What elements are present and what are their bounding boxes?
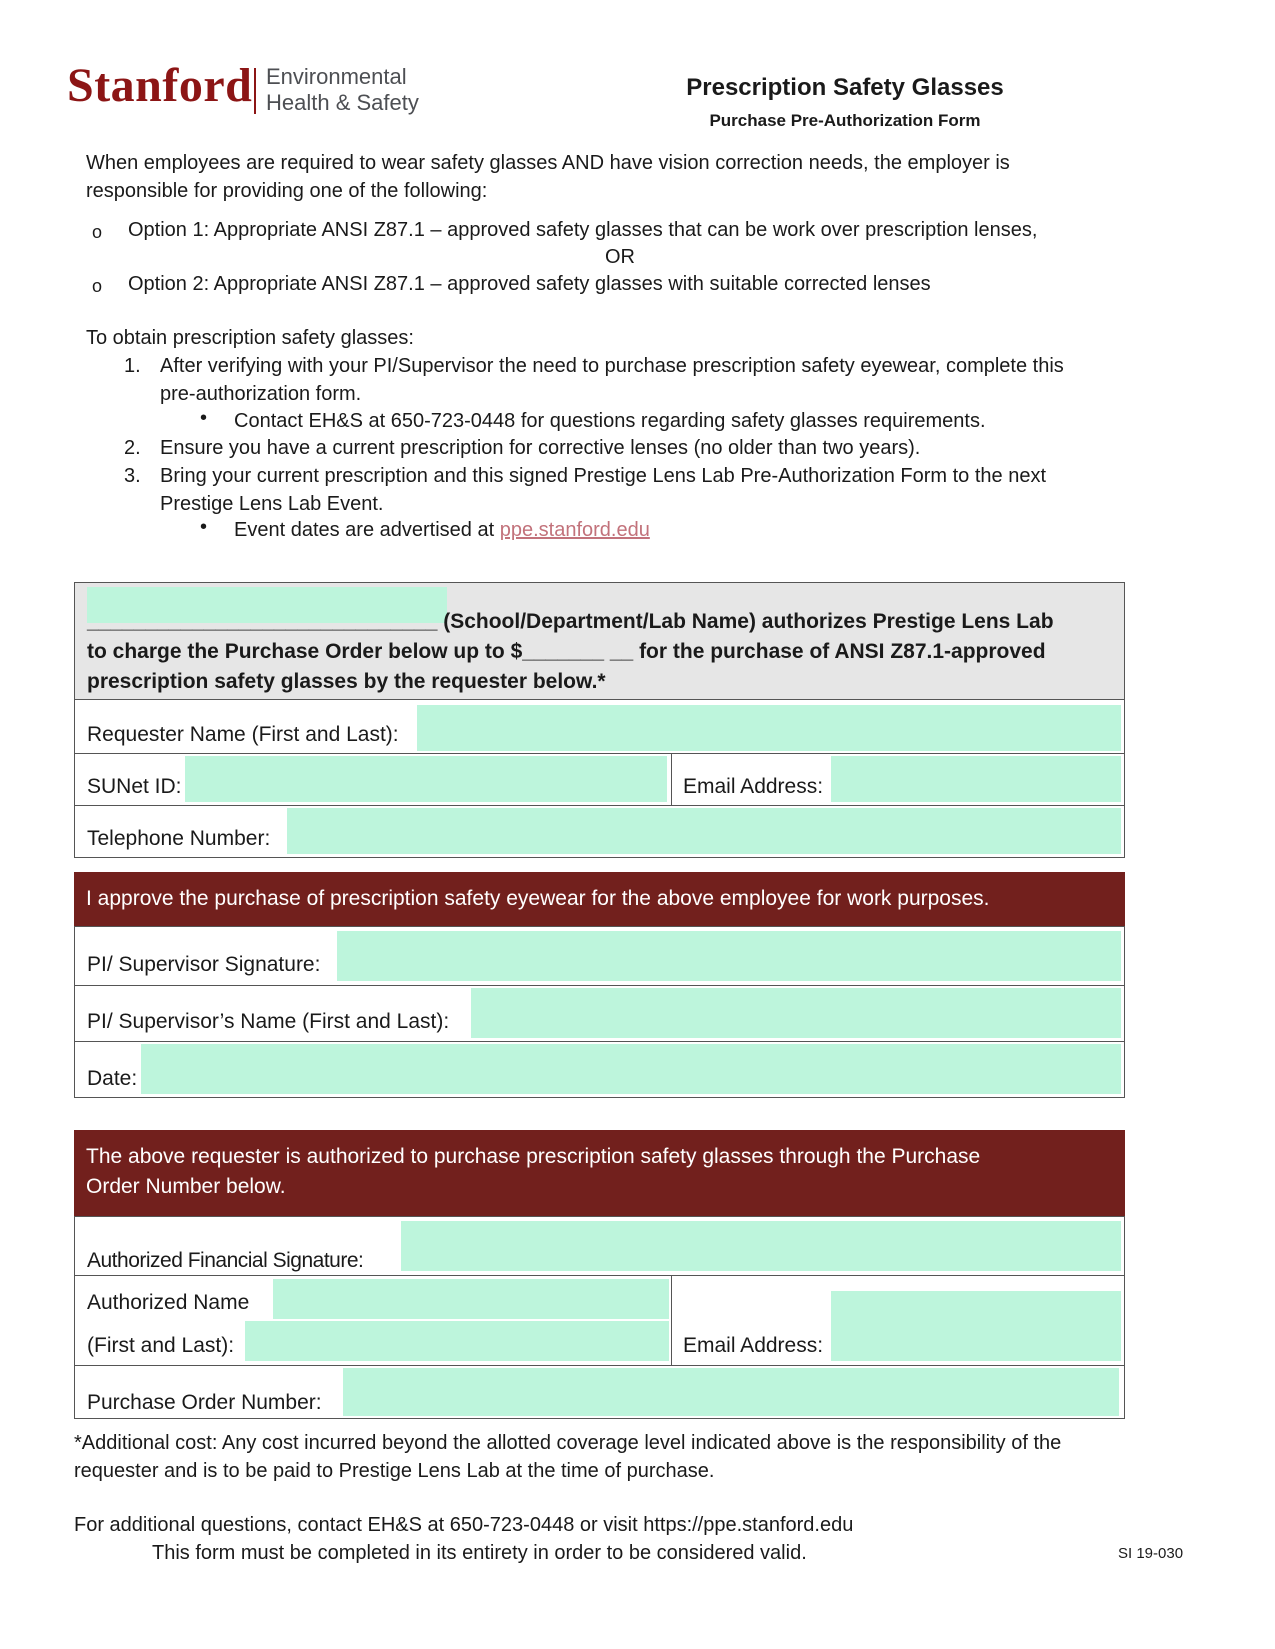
- logo-divider: [254, 68, 256, 114]
- email-label: Email Address:: [683, 775, 824, 798]
- form-code: SI 19-030: [1118, 1545, 1184, 1562]
- additional-cost-note-2: requester and is to be paid to Prestige Lens Lab at the time of purchase.: [74, 1460, 715, 1482]
- auth-line-3: prescription safety glasses by the requester below.*: [87, 670, 606, 693]
- authorized-name-field-2[interactable]: [245, 1321, 669, 1361]
- financial-email-field[interactable]: [831, 1291, 1121, 1361]
- amount-field[interactable]: $_______: [510, 640, 605, 663]
- step-1-text: After verifying with your PI/Supervisor the need to purchase prescription safety eyewear, complete this pre-authorization form.: [160, 355, 1064, 405]
- row-divider: [75, 985, 1124, 986]
- telephone-label: Telephone Number:: [87, 827, 271, 850]
- authorized-name-field-1[interactable]: [273, 1279, 669, 1319]
- form-title: Prescription Safety Glasses: [686, 74, 1004, 101]
- option-or: OR: [605, 246, 635, 268]
- steps-heading: To obtain prescription safety glasses:: [86, 327, 414, 349]
- authorized-name-label-1: Authorized Name: [87, 1291, 250, 1314]
- auth-line-2-suffix: for the purchase of ANSI Z87.1-approved: [633, 640, 1046, 663]
- auth-line-1: [87, 607, 1054, 637]
- date-field[interactable]: [141, 1044, 1121, 1094]
- row-divider: [75, 1041, 1124, 1042]
- option-2-text: Option 2: Appropriate ANSI Z87.1 – approved safety glasses with suitable corrected lenses: [128, 273, 931, 295]
- validity-note: This form must be completed in its entirety in order to be considered valid.: [152, 1542, 807, 1564]
- row-divider: [75, 699, 1124, 700]
- supervisor-box: [74, 926, 1125, 1098]
- stanford-logo-wordmark: Stanford: [67, 59, 253, 112]
- intro-paragraph: When employees are required to wear safety glasses AND have vision correction needs, the employer is responsible for providing one of the following:: [86, 152, 1010, 202]
- supervisor-signature-label: PI/ Supervisor Signature:: [87, 953, 321, 976]
- contact-line: For additional questions, contact EH&S at 650-723-0448 or visit https://ppe.stanford.edu: [74, 1514, 854, 1536]
- sunet-id-field[interactable]: [185, 756, 667, 802]
- auth-line-2-prefix: to charge the Purchase Order below up to: [87, 640, 511, 663]
- email-field[interactable]: [831, 756, 1121, 802]
- financial-banner: [74, 1130, 1125, 1216]
- department-blank: ______________________________: [87, 610, 438, 633]
- financial-signature-field[interactable]: [401, 1221, 1121, 1271]
- sub-bullet-1: •: [200, 407, 208, 429]
- logo-line-2: Health & Safety: [266, 90, 419, 115]
- row-divider: [75, 753, 1124, 754]
- authorization-statement: [75, 583, 1124, 699]
- row-divider: [75, 805, 1124, 806]
- requester-name-field[interactable]: [417, 705, 1121, 751]
- ppe-link[interactable]: ppe.stanford.edu: [499, 519, 650, 541]
- po-number-label: Purchase Order Number:: [87, 1391, 322, 1414]
- step-2-number: 2.: [124, 437, 141, 459]
- supervisor-name-label: PI/ Supervisor’s Name (First and Last):: [87, 1010, 450, 1033]
- financial-banner-line-1: The above requester is authorized to purchase prescription safety glasses through the Purchase: [86, 1145, 981, 1168]
- financial-banner-line-2: Order Number below.: [86, 1175, 286, 1198]
- date-label: Date:: [87, 1067, 138, 1090]
- step-3-number: 3.: [124, 465, 141, 487]
- additional-cost-note-1: *Additional cost: Any cost incurred beyond the allotted coverage level indicated above is the responsibility of the: [74, 1432, 1062, 1454]
- requester-box: [74, 582, 1125, 858]
- auth-line-1-text: (School/Department/Lab Name) authorizes Prestige Lens Lab: [437, 610, 1054, 633]
- po-number-field[interactable]: [343, 1368, 1119, 1416]
- column-divider: [671, 1275, 672, 1365]
- financial-signature-label: Authorized Financial Signature:: [87, 1249, 364, 1272]
- approval-banner: I approve the purchase of prescription safety eyewear for the above employee for work purposes.: [74, 872, 1125, 926]
- option-1-text: Option 1: Appropriate ANSI Z87.1 – approved safety glasses that can be work over prescription lenses,: [128, 219, 1038, 241]
- authorized-name-label-2: (First and Last):: [87, 1334, 235, 1357]
- sunet-id-label: SUNet ID:: [87, 775, 182, 798]
- option-bullet-2: o: [92, 276, 103, 296]
- financial-email-label: Email Address:: [683, 1334, 824, 1357]
- step-1-sub-text: Contact EH&S at 650-723-0448 for questions regarding safety glasses requirements.: [234, 410, 986, 432]
- amount-extra-blank: __: [604, 640, 634, 663]
- ehs-logo-text: [266, 64, 419, 116]
- auth-line-2: [87, 637, 1046, 667]
- supervisor-name-field[interactable]: [471, 988, 1121, 1038]
- event-dates-prefix: Event dates are advertised at: [234, 519, 500, 541]
- step-2-text: Ensure you have a current prescription for corrective lenses (no older than two years).: [160, 437, 921, 459]
- logo-line-1: Environmental: [266, 64, 407, 89]
- supervisor-signature-field[interactable]: [337, 931, 1121, 981]
- step-3-text: Bring your current prescription and this signed Prestige Lens Lab Pre-Authorization Form to the next Prestige Lens Lab Event.: [160, 465, 1047, 515]
- sub-bullet-3: •: [200, 516, 208, 538]
- financial-box: [74, 1216, 1125, 1419]
- row-divider: [75, 1275, 1124, 1276]
- form-subtitle: Purchase Pre-Authorization Form: [709, 111, 981, 130]
- requester-name-label: Requester Name (First and Last):: [87, 723, 399, 746]
- column-divider: [671, 753, 672, 805]
- row-divider: [75, 1365, 1124, 1366]
- option-bullet-1: o: [92, 222, 103, 242]
- telephone-field[interactable]: [287, 808, 1121, 854]
- step-1-number: 1.: [124, 355, 141, 377]
- step-3-sub-text: [234, 516, 650, 544]
